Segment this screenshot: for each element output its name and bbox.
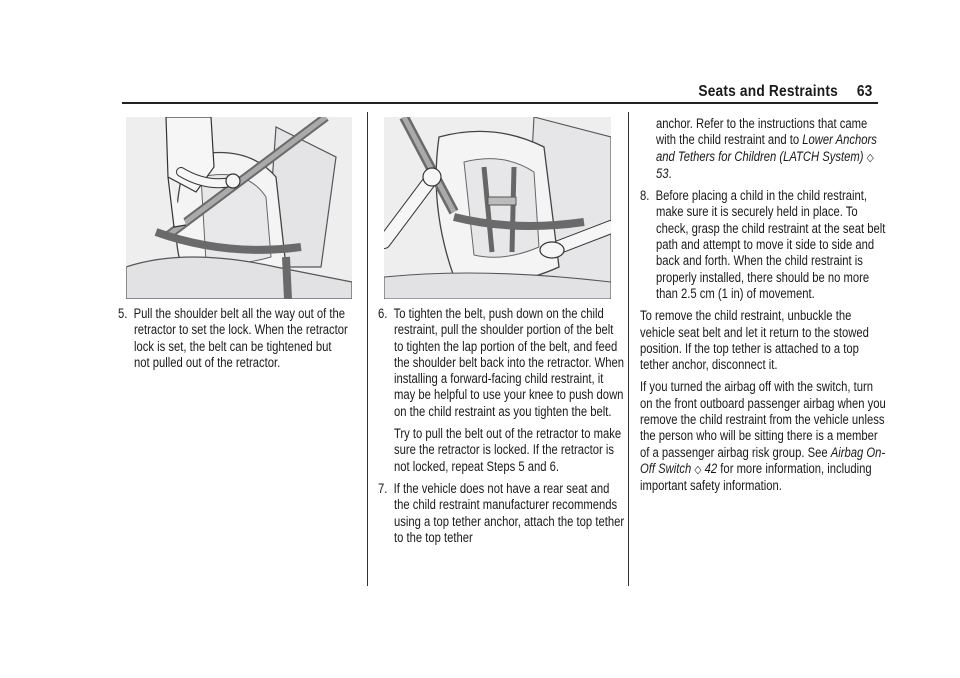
step-6-number: 6. bbox=[378, 306, 388, 321]
step-8-text: Before placing a child in the child restraint, make sure it is securely held in place. To check, grasp the child restraint at the seat belt path and attempt to move it side to side and back and forth. When the child restraint is properly installed, there should be no more than 2.5 cm (1 in) of movement. bbox=[655, 188, 886, 301]
step-7-text: If the vehicle does not have a rear seat and the child restraint manufacturer recommends using a top tether anchor, attach the top tether to the top tether bbox=[393, 480, 625, 545]
figure-shoulder-belt bbox=[126, 117, 352, 299]
running-header bbox=[698, 83, 872, 101]
step-6-note: Try to pull the belt out of the retractor to make sure the retractor is locked. If the retractor is not locked, repeat Steps 5 and 6. bbox=[393, 426, 622, 474]
airbag-paragraph bbox=[640, 379, 888, 494]
step-7-number: 7. bbox=[378, 480, 388, 496]
airbag-switch-reference-page[interactable]: 42 bbox=[704, 460, 718, 476]
step-7 bbox=[378, 481, 626, 546]
step-8-number: 8. bbox=[640, 188, 650, 204]
column-3 bbox=[640, 116, 888, 501]
figure-tighten-belt bbox=[384, 117, 611, 299]
step-7-continued-text: anchor. Refer to the instructions that came with the child restraint and to bbox=[655, 116, 868, 148]
step-7-continued bbox=[640, 116, 888, 182]
step-5-text: Pull the shoulder belt all the way out of the retractor to set the lock. When the retractor lock is set, the belt can be tightened but not pulled out of the retractor. bbox=[133, 306, 348, 370]
remove-restraint-paragraph: To remove the child restraint, unbuckle the vehicle seat belt and let it return to the stowed position. If the top tether is attached to a top tether anchor, disconnect it. bbox=[640, 308, 869, 373]
page-reference-icon: ◇ bbox=[694, 463, 702, 476]
page-number: 63 bbox=[856, 83, 872, 100]
airbag-switch-reference-link[interactable]: Airbag On-Off Switch bbox=[640, 444, 886, 476]
step-7-end: . bbox=[668, 165, 672, 181]
header-rule bbox=[122, 102, 878, 104]
column-divider-2 bbox=[628, 112, 629, 586]
figure-tighten-belt-drawing bbox=[384, 117, 611, 299]
step-8 bbox=[640, 188, 888, 302]
airbag-paragraph-end: for more information, including important safety information. bbox=[640, 460, 872, 494]
page-reference-icon: ◇ bbox=[866, 151, 874, 164]
section-title: Seats and Restraints bbox=[697, 83, 838, 100]
step-6-text: To tighten the belt, push down on the child restraint, pull the shoulder portion of the belt to tighten the lap portion of the belt, and feed the shoulder belt back into the retractor. When installing a forward-facing child restraint, it may be helpful to use your knee to push down on the child restraint as you tighten the belt. bbox=[393, 306, 625, 419]
step-5 bbox=[118, 306, 349, 371]
latch-reference-page[interactable]: 53 bbox=[655, 165, 669, 181]
column-divider-1 bbox=[367, 112, 368, 586]
column-2 bbox=[378, 306, 626, 552]
column-1 bbox=[118, 306, 349, 377]
figure-shoulder-belt-drawing bbox=[126, 117, 352, 299]
latch-reference-link[interactable]: Lower Anchors and Tethers for Children (LATCH System) bbox=[655, 132, 877, 164]
step-5-number: 5. bbox=[118, 306, 128, 321]
airbag-paragraph-text: If you turned the airbag off with the switch, turn on the front outboard passenger airbag when you remove the child restraint from the vehicle unless the person who will be sitting there is a member of a passenger airbag risk group. See bbox=[640, 379, 886, 460]
step-6 bbox=[378, 306, 626, 420]
